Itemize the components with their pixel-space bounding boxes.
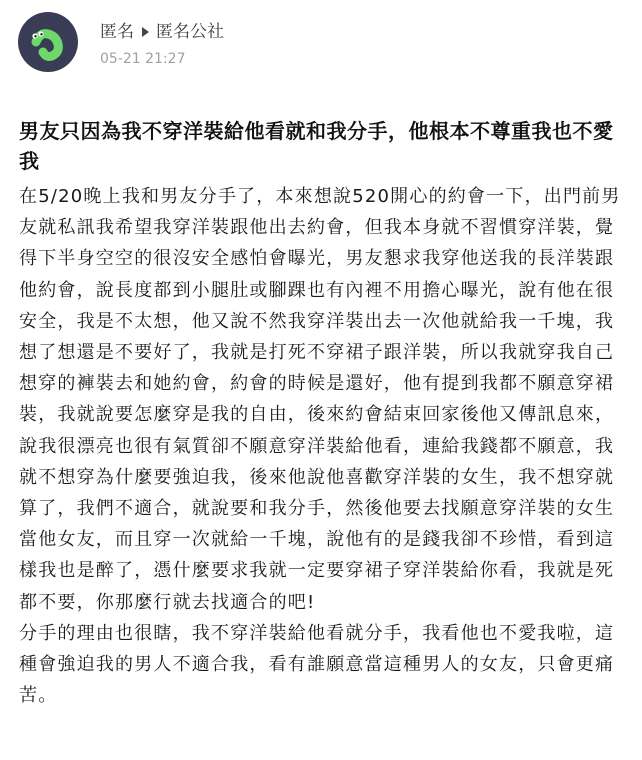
avatar[interactable] — [18, 12, 78, 72]
author-name[interactable]: 匿名 — [100, 22, 134, 42]
post-header — [18, 12, 618, 82]
author-board-line — [100, 22, 224, 42]
post-meta — [100, 22, 224, 67]
worm-avatar-icon — [18, 12, 78, 72]
post-title: 男友只因為我不穿洋裝給他看就和我分手，他根本不尊重我也不愛我 — [19, 119, 614, 173]
post-paragraph: 在5/20晚上我和男友分手了，本來想說520開心的約會一下，出門前男友就私訊我希望我穿洋裝跟他出去約會，但我本身就不習慣穿洋裝，覺得下半身空空的很沒安全感怕會曝光，男友懇求我穿他送我的長洋裝跟他約會，說長度都到小腿肚或腳踝也有內裡不用擔心曝光，說有他在很安全，我是不太想，他又說不然我穿洋裝出去一次他就給我一千塊，我想了想還是不要好了，我就是打死不穿裙子跟洋裝，所以我就穿我自己想穿的褲裝去和她約會，約會的時候是還好，他有提到我都不願意穿裙裝，我就說要怎麼穿是我的自由，後來約會結束回家後他又傳訊息來，說我很漂亮也很有氣質卻不願意穿洋裝給他看，連給我錢都不願意，我就不想穿為什麼要強迫我，後來他說他喜歡穿洋裝的女生，我不想穿就算了，我們不適合，就說要和我分手，然後他要去找願意穿洋裝的女生當他女友，而且穿一次就給一千塊，說他有的是錢我卻不珍惜，看到這樣我也是醉了，憑什麼要求我就一定要穿裙子穿洋裝給你看，我就是死都不要，你那麼行就去找適合的吧! — [19, 186, 621, 613]
post-timestamp: 05-21 21:27 — [100, 51, 186, 67]
board-name[interactable]: 匿名公社 — [156, 22, 224, 42]
post-paragraph: 分手的理由也很瞎，我不穿洋裝給他看就分手，我看他也不愛我啦，這種會強迫我的男人不適合我，看有誰願意當這種男人的女友，只會更痛苦。 — [19, 622, 615, 707]
post-body — [19, 181, 629, 711]
play-triangle-icon — [142, 27, 149, 37]
